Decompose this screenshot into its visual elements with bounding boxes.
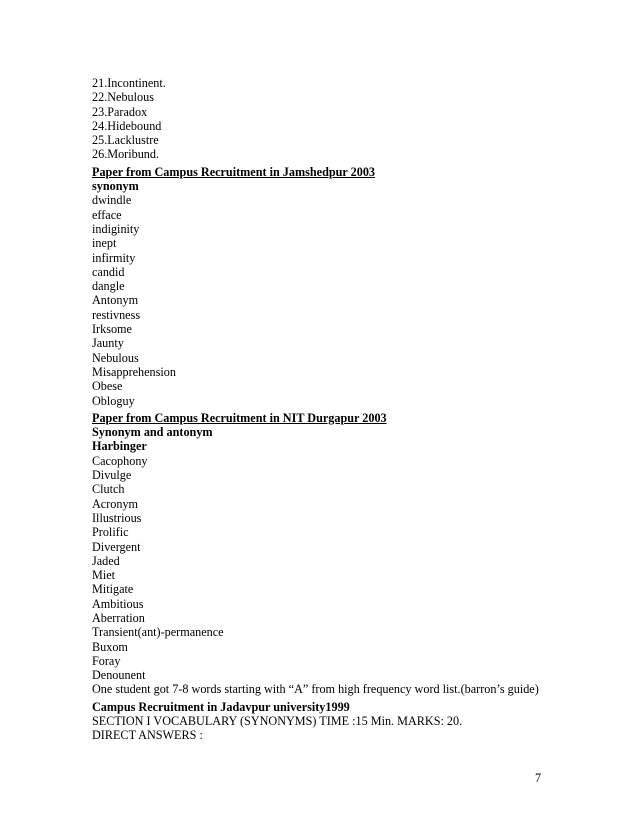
list-item: dangle <box>92 279 125 294</box>
jamshedpur-synonym-heading: synonym <box>92 179 139 194</box>
list-item: Aberration <box>92 610 145 625</box>
list-item: 26.Moribund. <box>92 147 160 162</box>
list-item: Irksome <box>92 322 132 337</box>
list-item: Ambitious <box>92 596 144 611</box>
list-item: Acronym <box>92 496 139 511</box>
list-item: Jaunty <box>92 336 124 351</box>
jadavpur-title: Campus Recruitment in Jadavpur university1999 <box>92 699 350 714</box>
list-item: Divergent <box>92 539 141 554</box>
list-item: 24.Hidebound <box>92 118 162 133</box>
page-number: 7 <box>535 771 542 785</box>
list-item: 21.Incontinent. <box>92 76 166 90</box>
list-item: Clutch <box>92 482 125 497</box>
list-item: infirmity <box>92 250 136 265</box>
list-item: dwindle <box>92 193 132 208</box>
list-item: Cacophony <box>92 453 148 468</box>
durgapur-note: One student got 7-8 words starting with “A” from high frequency word list.(barron’s guide) <box>92 682 539 697</box>
durgapur-subheading: Synonym and antonym <box>92 425 213 440</box>
durgapur-word-list <box>92 454 552 683</box>
list-item: Illustrious <box>92 510 142 525</box>
list-item: 25.Lacklustre <box>92 133 159 148</box>
list-item: Misapprehension <box>92 364 176 379</box>
list-item: Obese <box>92 379 123 394</box>
list-item: inept <box>92 236 117 251</box>
list-item: candid <box>92 264 125 279</box>
list-item: 23.Paradox <box>92 104 148 119</box>
document-page <box>92 76 552 743</box>
list-item: indiginity <box>92 221 140 236</box>
durgapur-first-word: Harbinger <box>92 439 147 454</box>
list-item: Miet <box>92 568 116 583</box>
jamshedpur-synonym-list <box>92 193 552 293</box>
list-item: Prolific <box>92 525 129 540</box>
list-item: Buxom <box>92 639 128 654</box>
list-item: 22.Nebulous <box>92 90 154 105</box>
list-item: Nebulous <box>92 350 139 365</box>
list-item: restivness <box>92 307 141 322</box>
jamshedpur-antonym-heading: Antonym <box>92 293 139 308</box>
list-item: Obloguy <box>92 393 135 408</box>
list-item: Denounent <box>92 668 146 683</box>
jadavpur-direct-answers: DIRECT ANSWERS : <box>92 728 203 743</box>
jamshedpur-antonym-list <box>92 308 552 408</box>
jamshedpur-title: Paper from Campus Recruitment in Jamshedpur 2003 <box>92 164 376 179</box>
intro-list <box>92 76 552 162</box>
list-item: Foray <box>92 653 121 668</box>
list-item: Divulge <box>92 468 132 483</box>
list-item: Mitigate <box>92 582 134 597</box>
list-item: Transient(ant)-permanence <box>92 625 224 640</box>
durgapur-title: Paper from Campus Recruitment in NIT Durgapur 2003 <box>92 410 387 425</box>
jadavpur-section-line: SECTION I VOCABULARY (SYNONYMS) TIME :15 Min. MARKS: 20. <box>92 714 463 729</box>
list-item: Jaded <box>92 553 120 568</box>
list-item: efface <box>92 207 122 222</box>
